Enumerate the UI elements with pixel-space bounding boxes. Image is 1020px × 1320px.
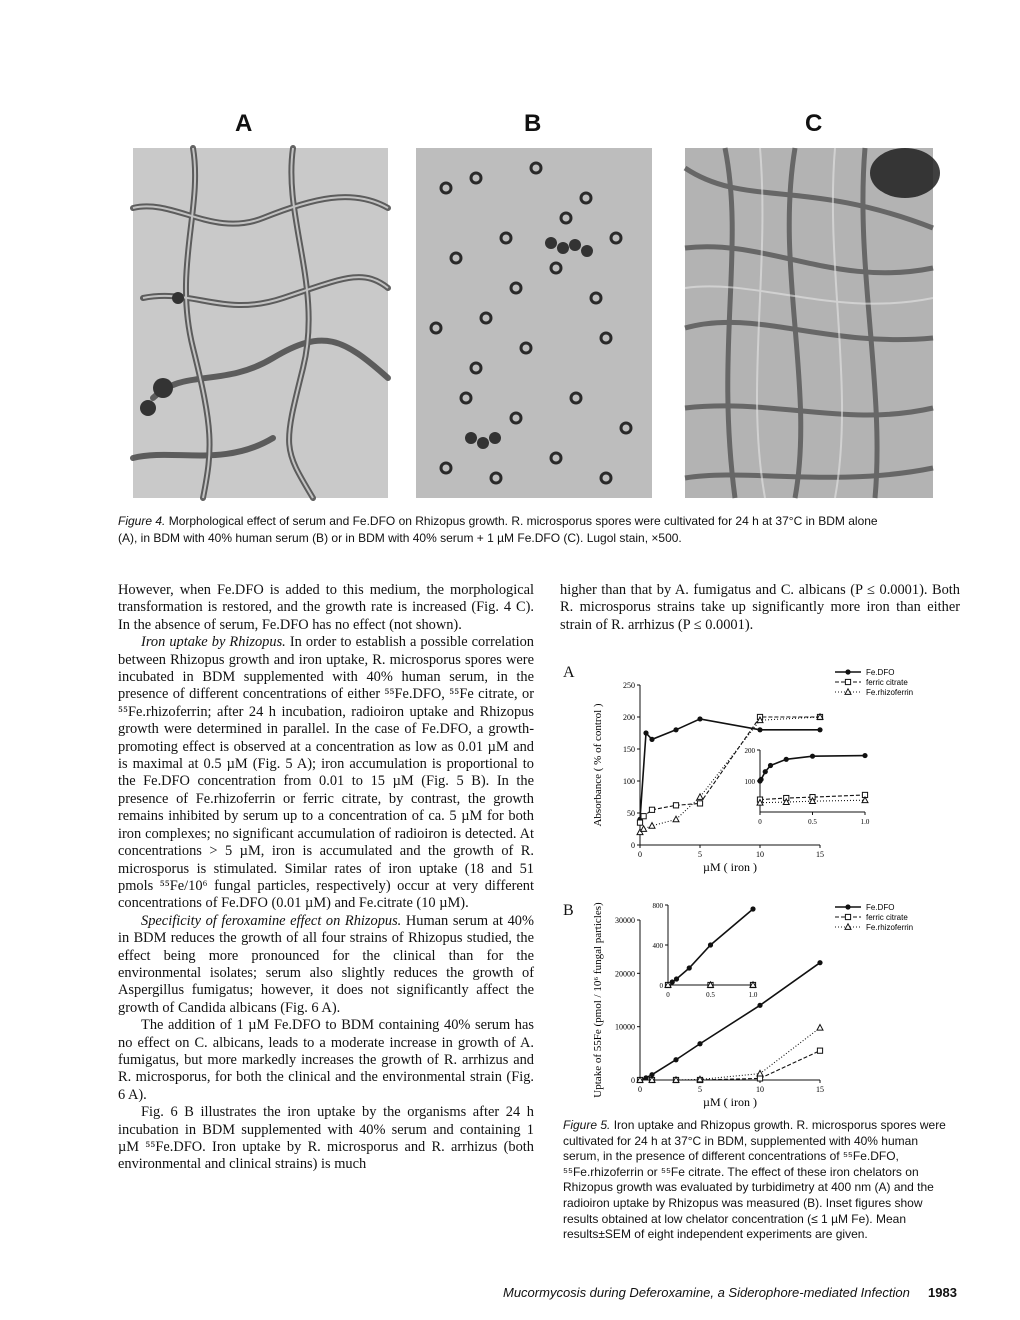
main-x-tick-label: 0 (638, 850, 642, 859)
main-data-point (697, 801, 702, 806)
paragraph-4: The addition of 1 µM Fe.DFO to BDM containing 40% serum has no effect on C. albicans, leads to a moderate increase in growth of A. fumigatus, but more markedly increases the growth of R. arrhizus and R. microsporus, for both the clinical and the environmental strain (Fig. 6 A). (118, 1017, 534, 1103)
legend-label: Fe.rhizoferrin (866, 923, 914, 932)
main-data-point (643, 730, 648, 735)
inset-x-tick-label: 0 (758, 818, 762, 826)
figure5b-chart (585, 895, 914, 1120)
main-data-point (757, 1070, 763, 1076)
main-data-point (673, 1057, 678, 1062)
main-y-tick-label: 30000 (615, 916, 635, 925)
main-data-point (757, 1003, 762, 1008)
page-number: 1983 (928, 1285, 957, 1300)
legend-marker (845, 914, 850, 919)
legend-label: Fe.DFO (866, 903, 895, 912)
running-footer-title: Mucormycosis during Deferoxamine, a Siderophore-mediated Infection (503, 1285, 910, 1300)
main-series-line (640, 719, 820, 819)
micrograph-b (416, 148, 652, 498)
figure5-panel-letter-b: B (563, 902, 574, 919)
inset-x-tick-label: 1.0 (860, 818, 870, 826)
legend-label: Fe.DFO (866, 668, 895, 677)
figure4-caption-label: Figure 4. (118, 514, 166, 528)
figure4-panel-letter-b: B (524, 110, 542, 137)
figure5-panel-letter-a: A (563, 664, 575, 681)
x-axis-label: µM ( iron ) (703, 860, 757, 874)
main-series-line (640, 717, 820, 832)
micrograph-a (133, 148, 388, 498)
inset-data-point (763, 769, 768, 774)
inset-y-tick-label: 200 (744, 747, 755, 755)
main-data-point (817, 727, 822, 732)
inset-y-tick-label: 800 (652, 902, 663, 910)
legend-marker (845, 904, 850, 909)
main-data-point (697, 1041, 702, 1046)
y-axis-label: Uptake of 55Fe (pmol / 10⁶ fungal particles) (592, 902, 604, 1098)
left-text-column (118, 582, 534, 1174)
main-x-tick-label: 15 (816, 1085, 824, 1094)
inset-series-line (760, 756, 865, 781)
main-data-point (637, 820, 642, 825)
paragraph-iron-uptake-body: In order to establish a possible correlation between Rhizopus growth and iron uptake, R. microsporus spores were incubated in BDM supplemented with 40% human serum, in the presence of different concentrations of either ⁵⁵Fe.DFO, ⁵⁵Fe citrate, or ⁵⁵Fe.rhizoferrin; after 24 h incubation, radioiron uptake and Rhizopus growth were determined in parallel. In the case of Fe.DFO, a growth-promoting effect is observed at a concentration as low as 0.01 µM and is maximal at 0.5 µM (Fig. 5 A); iron accumulation is proportional to the Fe.DFO concentration from 0.01 to 15 µM (Fig. 5 B). In the presence of Fe.rhizoferrin or ferric citrate, by contrast, the growth remains inhibited by serum up to a concentration of ca. 5 µM for both iron complexes; no significant accumulation of radioiron is detected. At concentrations > 5 µM, iron is accumulated and the growth of R. microsporus is stimulated. Similar rates of iron uptake (18 and 51 pmols ⁵⁵Fe/10⁶ fungal particles, respectively) occur at very different concentrations of Fe.DFO (0.01 µM) and Fe.citrate (10 µM). (118, 634, 534, 912)
paragraph-specificity-body: Human serum at 40% in BDM reduces the growth of all four strains of Rhizopus studied, the effect being more pronounced for the clinical than for the environmental isolates; serum also slightly reduces the growth of Aspergillus fumigatus; however, it does not significantly affect the growth of Candida albicans (Fig. 6 A). (118, 912, 534, 1016)
inset-data-point (758, 777, 763, 782)
main-y-tick-label: 100 (623, 777, 635, 786)
figure4-caption-line2: (A), in BDM with 40% human serum (B) or in BDM with 40% serum + 1 µM Fe.DFO (C). Lugol stain, ×500. (118, 531, 682, 545)
main-data-point (817, 960, 822, 965)
legend-marker (845, 679, 850, 684)
main-data-point (649, 737, 654, 742)
figure4-caption-line1: Morphological effect of serum and Fe.DFO on Rhizopus growth. R. microsporus spores were cultivated for 24 h at 37°C in BDM alone (168, 514, 878, 528)
inset-y-tick-label: 400 (652, 942, 663, 950)
paragraph-1: However, when Fe.DFO is added to this medium, the morphological transformation is restored, and the growth rate is increased (Fig. 4 C). In the absence of serum, Fe.DFO has no effect (not shown). (118, 582, 534, 633)
inset-data-point (708, 942, 713, 947)
inset-x-tick-label: 0 (666, 991, 670, 999)
main-data-point (757, 727, 762, 732)
inset-y-tick-label: 0 (659, 982, 663, 990)
inset-data-point (674, 976, 679, 981)
section-head-iron-uptake: Iron uptake by Rhizopus. (141, 634, 286, 651)
main-data-point (817, 1025, 823, 1031)
inset-y-tick-label: 100 (744, 778, 755, 786)
main-x-tick-label: 15 (816, 850, 824, 859)
paragraph-iron-uptake (118, 634, 534, 913)
main-y-tick-label: 10000 (615, 1022, 635, 1032)
main-data-point (673, 816, 679, 822)
micrograph-c (685, 148, 933, 498)
main-y-tick-label: 250 (623, 681, 635, 690)
main-series-line (640, 963, 820, 1080)
figure5-caption (563, 1118, 955, 1243)
main-x-tick-label: 10 (756, 850, 764, 859)
legend-marker (845, 669, 850, 674)
main-data-point (817, 1048, 822, 1053)
section-head-specificity: Specificity of feroxamine effect on Rhizopus. (141, 912, 402, 929)
legend-label: ferric citrate (866, 678, 908, 687)
figure5a-chart (585, 660, 914, 885)
main-y-tick-label: 50 (627, 809, 635, 818)
inset-data-point (810, 754, 815, 759)
paragraph-specificity (118, 913, 534, 1017)
inset-data-point (862, 753, 867, 758)
main-x-tick-label: 0 (638, 1085, 642, 1094)
main-data-point (673, 803, 678, 808)
figure4-panel-letter-a: A (235, 110, 253, 137)
main-data-point (757, 1076, 762, 1081)
paragraph-right-top: higher than that by A. fumigatus and C. albicans (P ≤ 0.0001). Both R. microsporus strains take up significantly more iron than either strain of R. arrhizus (P ≤ 0.0001). (560, 582, 960, 633)
main-y-tick-label: 0 (631, 841, 635, 850)
main-x-tick-label: 5 (698, 850, 702, 859)
legend-label: ferric citrate (866, 913, 908, 922)
main-data-point (697, 716, 702, 721)
main-y-tick-label: 0 (631, 1076, 635, 1085)
main-y-tick-label: 150 (623, 745, 635, 754)
inset-data-point (768, 763, 773, 768)
inset-x-tick-label: 1.0 (748, 991, 758, 999)
main-x-tick-label: 5 (698, 1085, 702, 1094)
figure4-panel-letter-c: C (805, 110, 823, 137)
inset-data-point (750, 906, 755, 911)
y-axis-label: Absorbance ( % of control ) (592, 703, 604, 827)
paragraph-5: Fig. 6 B illustrates the iron uptake by the organisms after 24 h incubation in BDM supplemented with 40% serum and containing 1 µM ⁵⁵Fe.DFO. Iron uptake by R. microsporus and R. arrhizus (both environmental and clinical strains) is much (118, 1104, 534, 1173)
inset-data-point (784, 757, 789, 762)
main-series-line (640, 1028, 820, 1080)
inset-data-point (687, 965, 692, 970)
x-axis-label: µM ( iron ) (703, 1095, 757, 1109)
main-data-point (673, 727, 678, 732)
inset-x-tick-label: 0.5 (808, 818, 817, 826)
figure5-caption-body: Iron uptake and Rhizopus growth. R. microsporus spores were cultivated for 24 h at 37°C in BDM, supplemented with 40% human serum, in the presence of different concentrations of ⁵⁵Fe.DFO, ⁵⁵Fe.rhizoferrin or ⁵⁵Fe citrate. The effect of these iron chelators on Rhizopus growth was evaluated by turbidimetry at 400 nm (A) and the radioiron uptake by Rhizopus was measured (B). Inset figures show results obtained at low chelator concentration (≤ 1 µM Fe). Mean results±SEM of eight independent experiments are given. (563, 1118, 946, 1242)
inset-x-tick-label: 0.5 (706, 991, 715, 999)
main-y-tick-label: 20000 (615, 969, 635, 979)
figure4-caption (118, 513, 948, 547)
main-data-point (649, 807, 654, 812)
main-data-point (641, 814, 646, 819)
legend-label: Fe.rhizoferrin (866, 688, 914, 697)
main-data-point (697, 794, 703, 800)
main-y-tick-label: 200 (623, 713, 635, 722)
figure5-caption-label: Figure 5. (563, 1118, 611, 1132)
main-x-tick-label: 10 (756, 1085, 764, 1094)
right-text-column (560, 582, 960, 634)
